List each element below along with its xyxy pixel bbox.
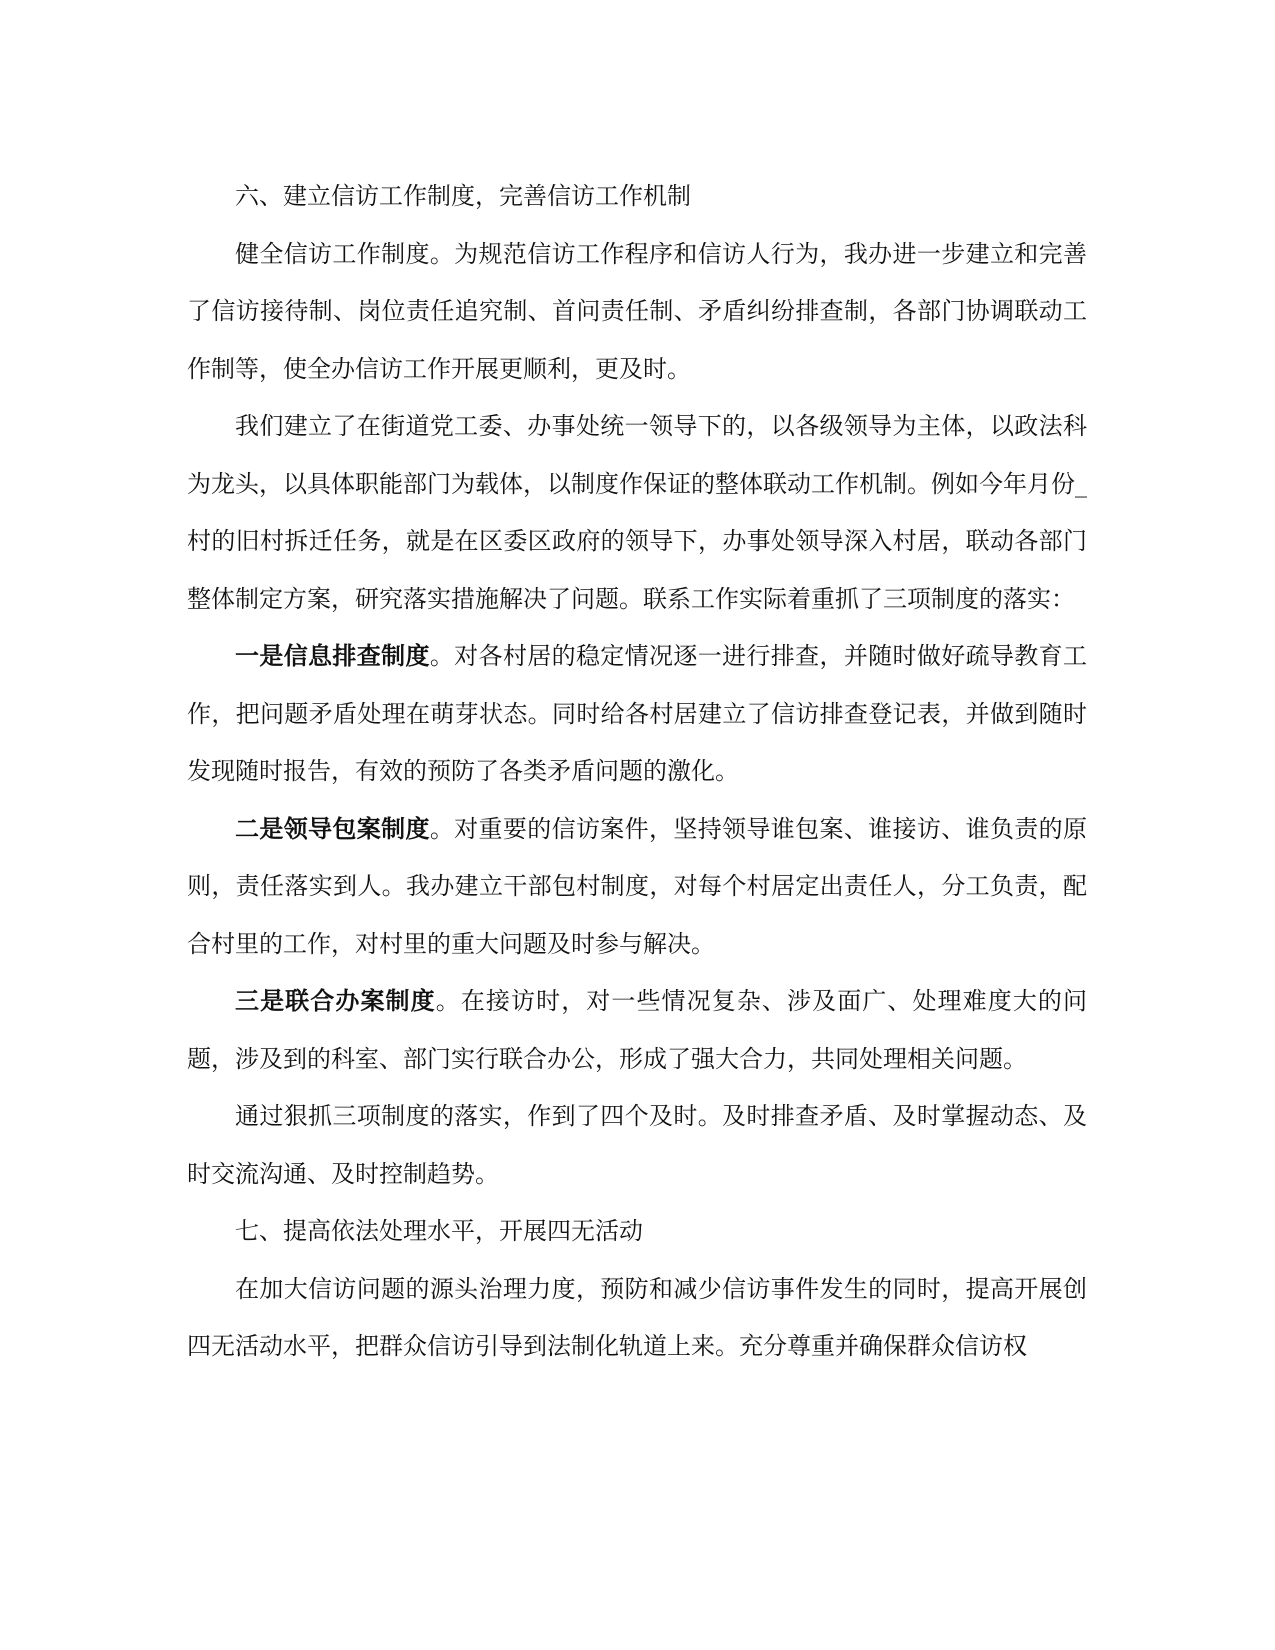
item-body-info-screening: 。对各村居的稳定情况逐一进行排查，并随时做好疏导教育工作，把问题矛盾处理在萌芽状态。同时给各村居建立了信访排查登记表，并做到随时发现随时报告，有效的预防了各类矛盾问题的激化。 (187, 642, 1088, 785)
list-item-leader-case (187, 801, 1087, 974)
paragraph-mechanism: 我们建立了在街道党工委、办事处统一领导下的，以各级领导为主体，以政法科为龙头，以具体职能部门为载体，以制度作保证的整体联动工作机制。例如今年月份_村的旧村拆迁任务，就是在区委区政府的领导下，办事处领导深入村居，联动各部门整体制定方案，研究落实措施解决了问题。联系工作实际着重抓了三项制度的落实： (187, 412, 1087, 613)
item-lead-joint-handling: 三是联合办案制度 (235, 987, 436, 1015)
list-item-info-screening (187, 628, 1087, 801)
section-heading-7: 七、提高依法处理水平，开展四无活动 (235, 1217, 643, 1245)
item-lead-info-screening: 一是信息排查制度 (235, 642, 430, 670)
list-item-joint-handling (187, 973, 1087, 1088)
document-body (187, 168, 1087, 1376)
paragraph-system: 健全信访工作制度。为规范信访工作程序和信访人行为，我办进一步建立和完善了信访接待制、岗位责任追究制、首问责任制、矛盾纠纷排查制，各部门协调联动工作制等，使全办信访工作开展更顺利，更及时。 (187, 239, 1087, 383)
paragraph-four-none: 在加大信访问题的源头治理力度，预防和减少信访事件发生的同时，提高开展创四无活动水平，把群众信访引导到法制化轨道上来。充分尊重并确保群众信访权 (187, 1274, 1087, 1360)
item-body-joint-handling: 。在接访时，对一些情况复杂、涉及面广、处理难度大的问题，涉及到的科室、部门实行联合办公，形成了强大合力，共同处理相关问题。 (187, 987, 1088, 1073)
paragraph-four-timely: 通过狠抓三项制度的落实，作到了四个及时。及时排查矛盾、及时掌握动态、及时交流沟通、及时控制趋势。 (187, 1102, 1087, 1188)
item-lead-leader-case: 二是领导包案制度 (235, 814, 430, 843)
item-body-leader-case: 。对重要的信访案件，坚持领导谁包案、谁接访、谁负责的原则，责任落实到人。我办建立干部包村制度，对每个村居定出责任人，分工负责，配合村里的工作，对村里的重大问题及时参与解决。 (187, 814, 1088, 958)
section-heading-6: 六、建立信访工作制度，完善信访工作机制 (235, 182, 691, 210)
